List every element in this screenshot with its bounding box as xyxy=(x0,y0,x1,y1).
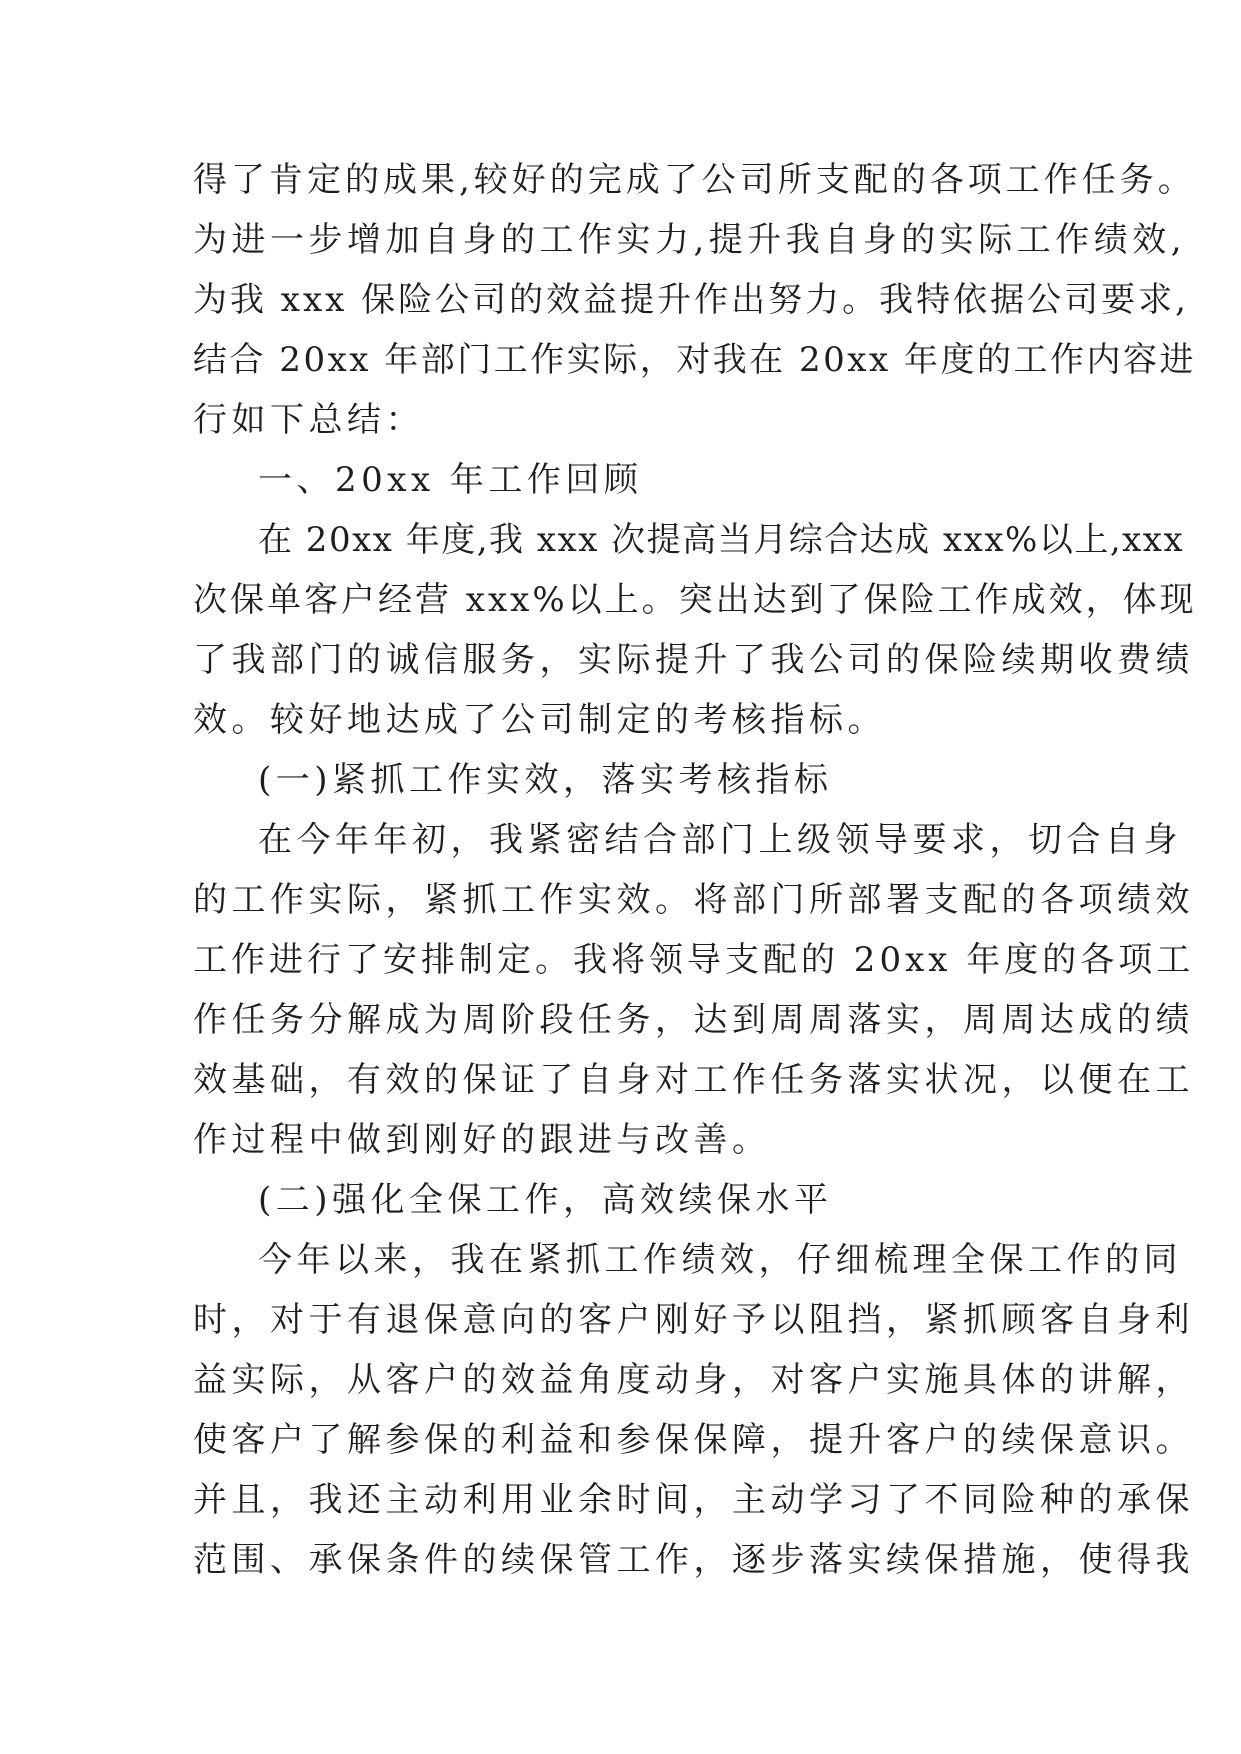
text-line: 效。较好地达成了公司制定的考核指标。 xyxy=(193,700,886,740)
text-line: 作任务分解成为周阶段任务，达到周周落实，周周达成的绩 xyxy=(193,1000,1194,1040)
text-line: 次保单客户经营 xxx%以上。突出达到了保险工作成效，体现 xyxy=(193,580,1197,620)
paragraph-start-line: 今年以来，我在紧抓工作绩效，仔细梳理全保工作的同 xyxy=(258,1240,1182,1280)
text-line: 为进一步增加自身的工作实力,提升我自身的实际工作绩效, xyxy=(193,220,1187,260)
text-line: 时，对于有退保意向的客户刚好予以阻挡，紧抓顾客自身利 xyxy=(193,1300,1194,1340)
subsection-heading: (一)紧抓工作实效，落实考核指标 xyxy=(258,760,833,800)
text-line: 结合 20xx 年部门工作实际，对我在 20xx 年度的工作内容进 xyxy=(193,340,1196,380)
text-line: 为我 xxx 保险公司的效益提升作出努力。我特依据公司要求, xyxy=(193,280,1189,320)
text-line: 得了肯定的成果,较好的完成了公司所支配的各项工作任务。 xyxy=(193,160,1196,200)
paragraph-start-line: 在 20xx 年度,我 xxx 次提高当月综合达成 xxx%以上,xxx xyxy=(258,520,1185,560)
section-heading: 一、20xx 年工作回顾 xyxy=(258,460,643,500)
text-line: 工作进行了安排制定。我将领导支配的 20xx 年度的各项工 xyxy=(193,940,1195,980)
text-line: 益实际，从客户的效益角度动身，对客户实施具体的讲解， xyxy=(193,1360,1194,1400)
text-line: 使客户了解参保的利益和参保保障，提升客户的续保意识。 xyxy=(193,1420,1194,1460)
text-line: 了我部门的诚信服务，实际提升了我公司的保险续期收费绩 xyxy=(193,640,1194,680)
text-line: 效基础，有效的保证了自身对工作任务落实状况，以便在工 xyxy=(193,1060,1194,1100)
subsection-heading: (二)强化全保工作，高效续保水平 xyxy=(258,1180,833,1220)
text-line: 的工作实际，紧抓工作实效。将部门所部署支配的各项绩效 xyxy=(193,880,1194,920)
text-line: 行如下总结： xyxy=(193,400,424,440)
paragraph-start-line: 在今年年初，我紧密结合部门上级领导要求，切合自身 xyxy=(258,820,1182,860)
text-line: 并且，我还主动利用业余时间，主动学习了不同险种的承保 xyxy=(193,1480,1194,1520)
text-line: 作过程中做到刚好的跟进与改善。 xyxy=(193,1120,771,1160)
text-line: 范围、承保条件的续保管工作，逐步落实续保措施，使得我 xyxy=(193,1540,1194,1580)
